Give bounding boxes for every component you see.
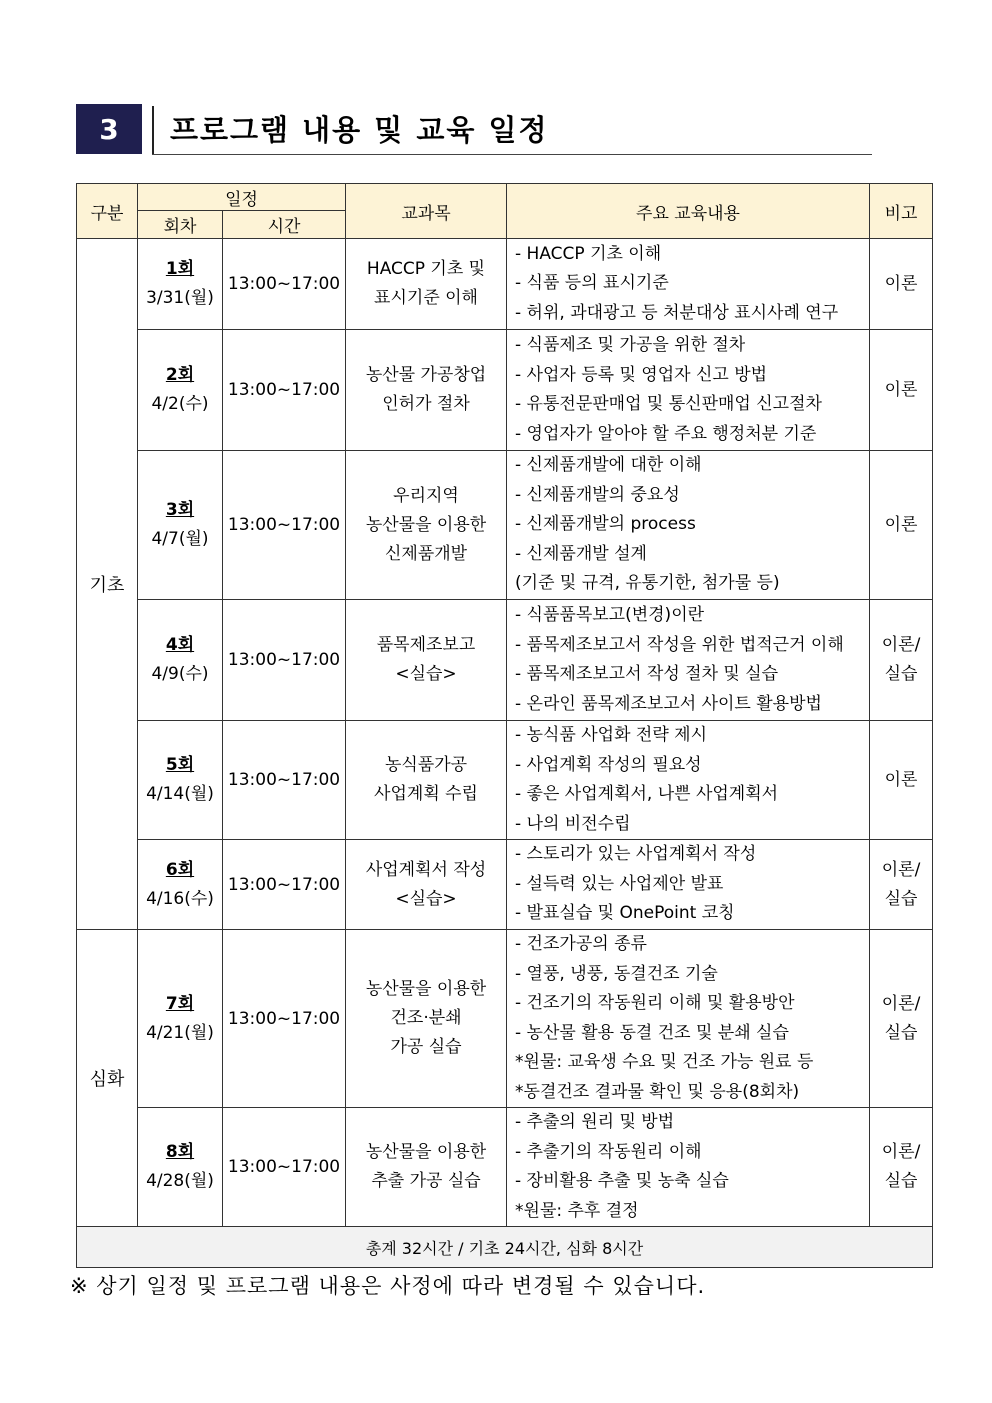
session-cell xyxy=(138,840,223,930)
session-number: 1회 xyxy=(165,259,195,279)
subject-line: 농산물 가공창업 xyxy=(365,365,487,385)
content-cell xyxy=(507,721,870,840)
subject-cell xyxy=(346,451,507,600)
time-cell: 13:00~17:00 xyxy=(223,451,346,600)
table-row xyxy=(77,930,933,1108)
subject-cell xyxy=(346,721,507,840)
note-cell xyxy=(870,239,933,330)
section-number: 3 xyxy=(76,104,142,154)
session-cell xyxy=(138,721,223,840)
subject-line: 추출 가공 실습 xyxy=(371,1171,481,1191)
content-line: - 스토리가 있는 사업계획서 작성 xyxy=(515,844,757,865)
schedule-table xyxy=(76,183,933,1268)
content-line: - 농식품 사업화 전략 제시 xyxy=(515,725,707,745)
header-session: 회차 xyxy=(138,211,223,239)
note-line: 이론 xyxy=(884,273,918,294)
content-line: - 추출기의 작동원리 이해 xyxy=(515,1141,702,1162)
content-line: (기준 및 규격, 유통기한, 첨가물 등) xyxy=(515,573,780,594)
session-cell xyxy=(138,930,223,1108)
note-line: 실습 xyxy=(884,1171,918,1191)
content-line: - 식품품목보고(변경)이란 xyxy=(515,605,705,625)
session-date: 4/9(수) xyxy=(151,664,209,684)
content-line: - 온라인 품목제조보고서 사이트 활용방법 xyxy=(515,693,822,714)
note-cell xyxy=(870,721,933,840)
content-line: - 발표실습 및 OnePoint 코칭 xyxy=(515,903,735,924)
content-line: - 영업자가 알아야 할 주요 행정처분 기준 xyxy=(515,423,817,444)
subject-line: 사업계획서 작성 xyxy=(365,859,487,880)
content-line: - 허위, 과대광고 등 처분대상 표시사례 연구 xyxy=(515,302,839,323)
subject-cell xyxy=(346,930,507,1108)
content-line: - 장비활용 추출 및 농축 실습 xyxy=(515,1171,729,1191)
session-number: 3회 xyxy=(165,500,195,520)
subject-line: 품목제조보고 xyxy=(376,635,476,655)
title-underline xyxy=(152,154,872,155)
session-cell xyxy=(138,239,223,330)
time-cell: 13:00~17:00 xyxy=(223,239,346,330)
header-time: 시간 xyxy=(223,211,346,239)
total-hours: 총계 32시간 / 기초 24시간, 심화 8시간 xyxy=(77,1227,933,1268)
subject-line: 사업계획 수립 xyxy=(374,784,478,804)
session-date: 4/7(월) xyxy=(151,529,209,549)
note-cell xyxy=(870,330,933,451)
subject-line: 가공 실습 xyxy=(390,1037,462,1057)
content-cell xyxy=(507,451,870,600)
note-line: 이론/ xyxy=(881,635,921,655)
content-cell xyxy=(507,239,870,330)
subject-line: 우리지역 xyxy=(393,485,459,506)
session-number: 5회 xyxy=(165,755,195,775)
session-date: 4/21(월) xyxy=(146,1022,214,1043)
subject-line: 농산물을 이용한 xyxy=(365,979,487,999)
session-date: 4/16(수) xyxy=(146,888,214,909)
content-line: - 유통전문판매업 및 통신판매업 신고절차 xyxy=(515,394,822,414)
content-line: - 설득력 있는 사업제안 발표 xyxy=(515,873,724,894)
subject-line: HACCP 기초 및 xyxy=(366,259,486,279)
content-line: *원물: 교육생 수요 및 건조 가능 원료 등 xyxy=(515,1052,814,1072)
content-line: - 좋은 사업계획서, 나쁜 사업계획서 xyxy=(515,784,779,804)
session-number: 8회 xyxy=(165,1142,195,1162)
note-line: 이론/ xyxy=(881,859,921,880)
session-cell xyxy=(138,451,223,600)
content-line: - 품목제조보고서 작성 절차 및 실습 xyxy=(515,664,779,684)
content-line: - 농산물 활용 동결 건조 및 분쇄 실습 xyxy=(515,1022,789,1043)
header-schedule: 일정 xyxy=(138,184,346,211)
content-line: - 사업자 등록 및 영업자 신고 방법 xyxy=(515,364,768,385)
content-line: *동결건조 결과물 확인 및 응용(8회차) xyxy=(515,1081,800,1102)
note-cell xyxy=(870,840,933,930)
session-cell xyxy=(138,1108,223,1227)
time-cell: 13:00~17:00 xyxy=(223,600,346,721)
content-line: *원물: 추후 결정 xyxy=(515,1200,639,1221)
category-cell: 심화 xyxy=(77,930,138,1227)
subject-cell xyxy=(346,1108,507,1227)
subject-line: <실습> xyxy=(395,888,457,909)
subject-line: 표시기준 이해 xyxy=(374,288,478,308)
session-date: 3/31(월) xyxy=(146,288,214,308)
table-row xyxy=(77,600,933,721)
header-note: 비고 xyxy=(870,184,933,239)
time-cell: 13:00~17:00 xyxy=(223,1108,346,1227)
content-line: - 식품 등의 표시기준 xyxy=(515,273,669,294)
content-cell xyxy=(507,600,870,721)
session-date: 4/14(월) xyxy=(146,784,214,804)
note-cell xyxy=(870,600,933,721)
note-line: 이론/ xyxy=(881,993,921,1014)
category-cell: 기초 xyxy=(77,239,138,930)
header-content: 주요 교육내용 xyxy=(507,184,870,239)
note-line: 실습 xyxy=(884,1022,918,1043)
note-line: 실습 xyxy=(884,664,918,684)
content-line: - 식품제조 및 가공을 위한 절차 xyxy=(515,335,746,355)
table-row xyxy=(77,721,933,840)
note-cell xyxy=(870,930,933,1108)
content-line: - 신제품개발의 중요성 xyxy=(515,484,680,505)
content-line: - 신제품개발 설계 xyxy=(515,543,647,564)
table-row xyxy=(77,330,933,451)
subject-line: 농식품가공 xyxy=(384,755,468,775)
content-cell xyxy=(507,840,870,930)
subject-line: 농산물을 이용한 xyxy=(365,1142,487,1162)
footnote: ※ 상기 일정 및 프로그램 내용은 사정에 따라 변경될 수 있습니다. xyxy=(70,1274,706,1298)
content-line: - 열풍, 냉풍, 동결건조 기술 xyxy=(515,963,718,984)
content-cell xyxy=(507,930,870,1108)
header-category: 구분 xyxy=(77,184,138,239)
content-line: - 건조가공의 종류 xyxy=(515,934,647,954)
time-cell: 13:00~17:00 xyxy=(223,930,346,1108)
table-row xyxy=(77,451,933,600)
session-number: 6회 xyxy=(165,859,195,880)
subject-line: 건조·분쇄 xyxy=(390,1008,462,1028)
schedule-body xyxy=(77,239,933,1227)
subject-cell xyxy=(346,330,507,451)
session-date: 4/2(수) xyxy=(151,394,209,414)
session-cell xyxy=(138,330,223,451)
note-line: 이론 xyxy=(884,379,918,400)
subject-line: 인허가 절차 xyxy=(382,394,470,414)
subject-line: 신제품개발 xyxy=(384,543,468,564)
content-line: - 신제품개발의 process xyxy=(515,514,696,535)
content-line: - 나의 비전수립 xyxy=(515,813,631,834)
note-cell xyxy=(870,1108,933,1227)
content-cell xyxy=(507,330,870,451)
time-cell: 13:00~17:00 xyxy=(223,840,346,930)
table-row xyxy=(77,840,933,930)
content-line: - 추출의 원리 및 방법 xyxy=(515,1112,675,1132)
session-date: 4/28(월) xyxy=(146,1171,214,1191)
note-line: 이론/ xyxy=(881,1142,921,1162)
note-line: 실습 xyxy=(884,888,918,909)
session-number: 7회 xyxy=(165,993,195,1014)
subject-cell xyxy=(346,239,507,330)
subject-cell xyxy=(346,600,507,721)
time-cell: 13:00~17:00 xyxy=(223,721,346,840)
session-cell xyxy=(138,600,223,721)
section-header xyxy=(76,104,872,156)
subject-line: <실습> xyxy=(395,664,457,684)
note-line: 이론 xyxy=(884,769,918,790)
content-line: - 신제품개발에 대한 이해 xyxy=(515,455,702,476)
time-cell: 13:00~17:00 xyxy=(223,330,346,451)
note-cell xyxy=(870,451,933,600)
note-line: 이론 xyxy=(884,514,918,535)
subject-line: 농산물을 이용한 xyxy=(365,514,487,535)
content-line: - 사업계획 작성의 필요성 xyxy=(515,754,702,775)
content-line: - 건조기의 작동원리 이해 및 활용방안 xyxy=(515,993,795,1013)
content-cell xyxy=(507,1108,870,1227)
table-row xyxy=(77,239,933,330)
table-row xyxy=(77,1108,933,1227)
content-line: - 품목제조보고서 작성을 위한 법적근거 이해 xyxy=(515,634,844,655)
subject-cell xyxy=(346,840,507,930)
session-number: 2회 xyxy=(165,365,195,385)
section-title: 프로그램 내용 및 교육 일정 xyxy=(170,113,549,147)
session-number: 4회 xyxy=(165,635,195,655)
title-divider xyxy=(152,106,154,154)
content-line: - HACCP 기초 이해 xyxy=(515,243,662,264)
header-subject: 교과목 xyxy=(346,184,507,239)
